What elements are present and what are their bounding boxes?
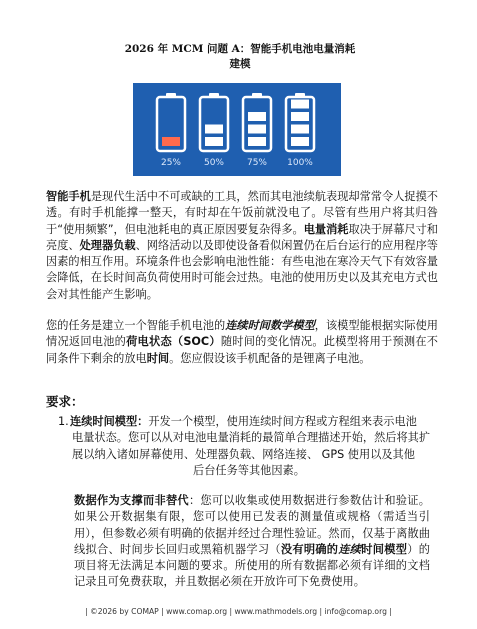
page-footer: | ©2026 by COMAP | www.comap.org | www.mathmodels.org | info@comap.org | [85, 607, 392, 616]
term-processor-load: 处理器负载 [79, 238, 136, 252]
data-text-2: ）的项目将无法满足本问题的要求。所使用的所有数据都必须有详细的文档记录且可免费获取，并且数据必须在开放许可下免费使用。 [74, 542, 430, 589]
title-line-2: 建模 [229, 58, 251, 70]
term-power-consumption: 电量消耗 [303, 222, 349, 236]
battery-segment [205, 125, 223, 134]
task-paragraph [46, 318, 438, 367]
task-text-4: 。您应假设该手机配备的是锂离子电池。 [169, 351, 371, 365]
requirement-text-last: 后台任务等其他因素。 [193, 463, 305, 477]
battery-segment [291, 137, 309, 146]
intro-paragraph [46, 189, 438, 303]
term-time: 时间 [146, 351, 170, 365]
term-time-model: 时间模型 [361, 542, 408, 556]
battery-segment [291, 100, 309, 109]
battery-segment [248, 137, 266, 146]
battery-segment [205, 137, 223, 146]
intro-text-1: 是现代生活中不可或缺的工具，然而其电池续航表现却常常令人捉摸不透。有时手机能撑一整天，有时却在午饭前就没电了。尽管有些用户将其归咎于“使用频繁”，但电池耗电的真正原因要复杂得多。 [46, 190, 438, 236]
battery-label: 25% [160, 158, 182, 168]
intro-text-3: 、网络活动以及即使设备看似闲置仍在后台运行的应用程序等因素的相互作用。环境条件也会影响电池性能：有些电池在寒冷天气下有效容量会降低，在长时间高负荷使用时可能会过热。电池的使用历史以及其充电方式也会对其性能产生影响。 [46, 238, 438, 301]
intro-text-2: 取决于屏幕尺寸和亮度、 [46, 222, 438, 252]
battery-segment [248, 112, 266, 121]
term-continuous-model: 连续时间数学模型 [225, 319, 315, 332]
battery-segment [291, 112, 309, 121]
battery-label: 100% [287, 158, 313, 168]
battery-label: 50% [203, 158, 225, 168]
requirement-colon: ： [137, 415, 149, 428]
task-text-3: 随时间的变化情况。此模型将用于预测在不同条件下剩余的放电 [46, 335, 438, 365]
battery-label: 75% [246, 158, 268, 168]
requirement-number: 1. [58, 415, 69, 428]
data-support-label: 数据作为支撑而非替代 [74, 494, 189, 507]
requirement-text-rest: 电量状态。您可以从对电池电量消耗的最简单合理描述开始，然后将其扩展以纳入诸如屏幕使用、处理器负载、网络连接、 GPS 使用以及其他 [72, 431, 431, 461]
battery-segment [248, 125, 266, 134]
term-continuous: 连续 [338, 542, 362, 556]
battery-banner-image [133, 83, 341, 176]
requirements-heading: 要求： [46, 394, 84, 409]
requirement-text-line1: 开发一个模型，使用连续时间方程或方程组来表示电池 [148, 415, 417, 428]
term-no-explicit: 没有明确的 [280, 542, 339, 556]
document-title [60, 42, 420, 72]
task-text-2: ，该模型能根据实际使用情况返回电池的 [46, 319, 438, 349]
title-line-1: 2026 年 MCM 问题 A：智能手机电池电量消耗 [124, 43, 356, 55]
data-support-paragraph [74, 493, 430, 591]
requirement-item-1 [58, 414, 440, 479]
term-soc: 荷电状态（SOC） [126, 335, 221, 349]
battery-segment [291, 125, 309, 134]
task-text-1: 您的任务是建立一个智能手机电池的 [46, 319, 226, 332]
battery-segment [162, 137, 180, 146]
requirement-label: 连续时间模型 [70, 415, 138, 428]
battery-illustration [133, 83, 341, 176]
data-text-1: ：您可以收集或使用数据进行参数估计和验证。如果公开数据集有限，您可以使用已发表的测量值或规格（需适当引用），但参数必须有明确的依据并经过合理性验证。然而，仅基于离散曲线拟合、时间步长回归或黑箱机器学习（ [74, 494, 430, 556]
term-smartphone: 智能手机 [46, 190, 91, 203]
